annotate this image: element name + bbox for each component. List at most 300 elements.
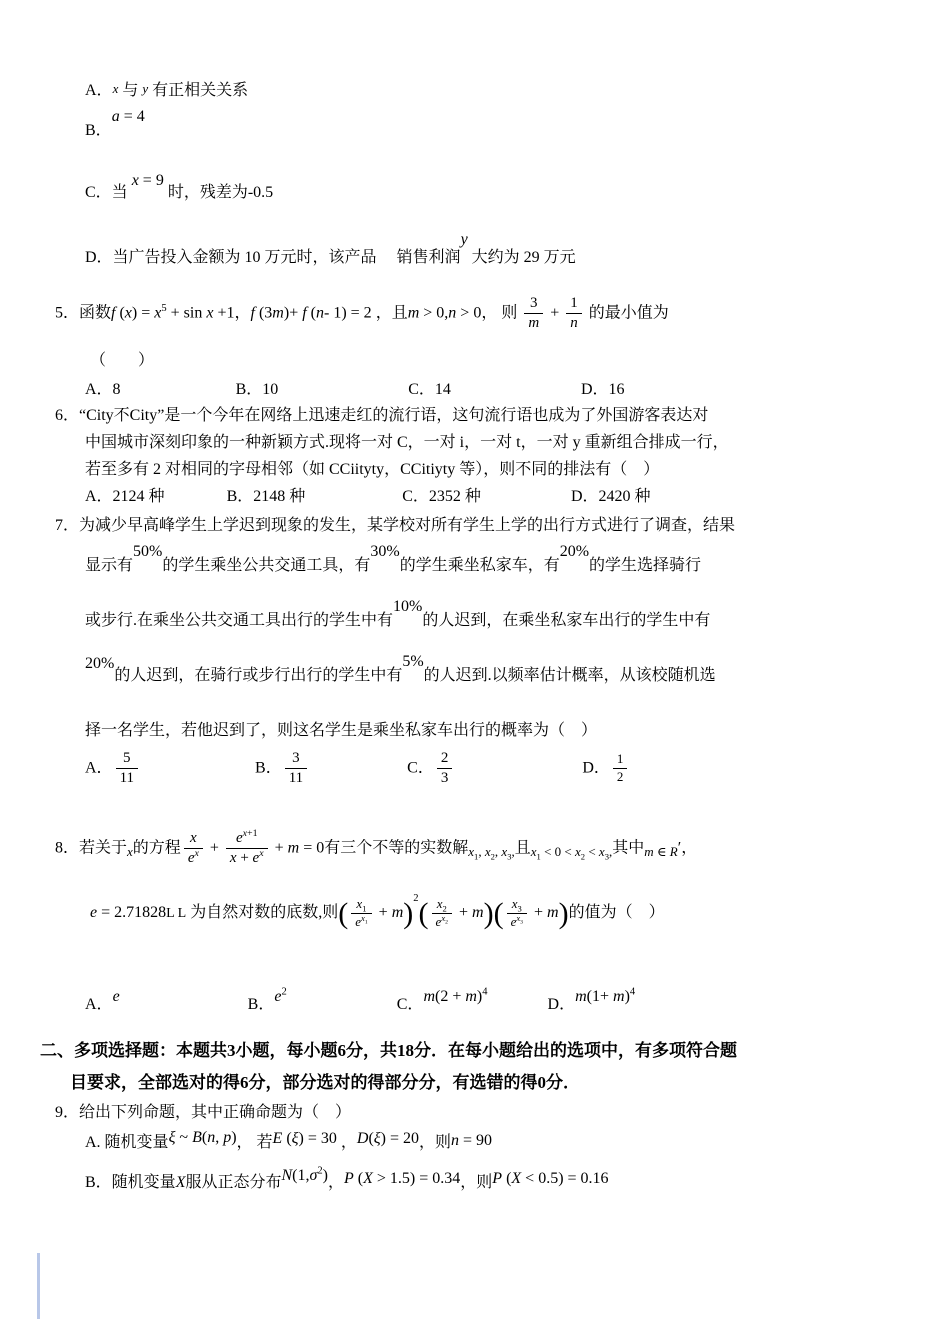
q8-stem-line-2: [90, 892, 665, 931]
text-run: A. 随机变量: [85, 1134, 169, 1151]
math-variable: σ: [309, 1167, 318, 1184]
text-run: 服从正态分布: [185, 1174, 282, 1191]
q9-option-a: [85, 1130, 492, 1155]
math-literal: > 1.5) = 0.34: [372, 1170, 461, 1187]
tab-gap: [310, 771, 407, 772]
text-run: 的人迟到，在乘坐私家车出行的学生中有: [422, 612, 711, 629]
fraction-numerator: [351, 897, 371, 914]
q4-option-c: [85, 172, 274, 205]
math-variable: e: [90, 904, 98, 922]
math-variable: m: [407, 304, 420, 322]
section-2-header-line-2: [70, 1070, 580, 1096]
q7-stem-line-4: [85, 653, 716, 688]
math-literal: 2: [445, 919, 448, 926]
text-run: 且: [514, 839, 531, 857]
text-run: 有正相关关系: [148, 82, 249, 99]
fraction: [437, 750, 453, 788]
math-literal: ): [403, 897, 414, 931]
subscript: [520, 919, 523, 925]
text-run: 有三个不等的实数解: [324, 839, 469, 857]
math-literal: ,: [215, 1129, 224, 1146]
superscript: [516, 912, 523, 926]
math-variable: m: [472, 904, 484, 922]
math-variable: e: [235, 830, 243, 846]
math-literal: ,: [478, 844, 485, 860]
math-variable: e: [274, 988, 282, 1005]
q8-options: [85, 986, 636, 1017]
text-run: 若至多有 2 对相同的字母相邻（如 CCiityty，CCitiyty 等），则不同的排法有（ ）: [85, 461, 660, 478]
fraction-denominator: [285, 769, 307, 787]
q6-options: [85, 484, 651, 509]
text-run: 中国城市深刻印象的一种新颖方式.现将一对 C，一对 i，一对 t，一对 y 重新组合排成一行，: [85, 434, 729, 451]
text-run: ，: [327, 1174, 344, 1191]
math-variable: x: [516, 912, 521, 923]
text-run: ， 若: [236, 1134, 273, 1151]
math-group: [468, 839, 514, 864]
text-run: 显示有: [85, 557, 134, 574]
text-run: D．: [582, 759, 610, 777]
math-variable: P: [492, 1170, 503, 1187]
text-run: B．: [247, 996, 275, 1013]
math-literal: 20%: [85, 655, 115, 672]
text-run: 的值为（ ）: [568, 904, 665, 922]
math-literal: 30%: [370, 543, 400, 560]
math-variable: m: [272, 304, 284, 322]
math-literal: 10%: [393, 598, 423, 615]
math-literal: 3: [440, 770, 449, 787]
tab-gap: [451, 393, 581, 394]
superscript: [259, 848, 263, 859]
q7-stem-line-5: [85, 718, 597, 743]
text-run: A．: [85, 82, 113, 99]
math-literal: 50%: [133, 543, 163, 560]
math-literal: +1: [247, 828, 258, 839]
q4-option-a: [85, 78, 248, 103]
math-group: [113, 984, 120, 1009]
math-literal: 3: [520, 919, 523, 926]
tab-gap: [481, 500, 571, 501]
math-variable: n: [451, 1132, 459, 1149]
math-literal: 3: [517, 903, 522, 914]
fraction: [613, 752, 628, 785]
math-literal: <: [585, 844, 599, 860]
math-variable: ξ: [291, 1130, 299, 1147]
math-literal: < 0.5) = 0.16: [521, 1170, 609, 1187]
math-group: [274, 984, 286, 1009]
math-variable: e: [187, 850, 195, 867]
math-literal: (: [282, 1130, 292, 1147]
math-literal: L L: [166, 906, 187, 922]
math-group: [531, 839, 613, 864]
math-literal: - 1) = 2: [324, 304, 372, 322]
math-variable: m: [423, 988, 435, 1005]
math-literal: 3: [292, 750, 300, 766]
math-variable: y: [142, 81, 149, 96]
math-literal: 11: [119, 770, 135, 787]
q7-stem-line-2: [85, 543, 702, 578]
math-literal: 20%: [559, 543, 590, 560]
math-literal: 2: [490, 852, 495, 863]
math-literal: = 4: [119, 108, 145, 125]
text-run: C．: [407, 759, 434, 777]
fraction-denominator: [566, 314, 582, 332]
math-literal: 2: [580, 852, 586, 863]
text-run: B．: [255, 759, 282, 777]
fraction: [507, 897, 527, 930]
superscript: [441, 912, 448, 926]
fraction-numerator: [226, 830, 268, 849]
tab-gap: [305, 500, 402, 501]
math-variable: x: [194, 848, 199, 860]
math-literal: ): [483, 897, 494, 931]
math-variable: e: [435, 913, 442, 929]
math-literal: 3: [604, 852, 609, 863]
math-literal: +: [270, 839, 288, 857]
math-literal: (: [502, 1170, 512, 1187]
math-variable: x: [154, 304, 162, 322]
math-variable: x: [124, 304, 132, 322]
text-run: ，则: [418, 1134, 451, 1151]
math-variable: x: [501, 844, 508, 860]
math-group: [575, 984, 635, 1009]
math-variable: m: [644, 844, 654, 860]
math-variable: n: [448, 304, 457, 322]
math-literal: 1: [616, 751, 624, 767]
fraction-numerator: [507, 897, 527, 914]
text-run: 的最小值为: [584, 304, 669, 322]
math-literal: (1,: [292, 1167, 310, 1184]
fraction-numerator: [566, 295, 582, 314]
text-run: C．: [396, 996, 424, 1013]
math-literal: (3: [254, 304, 273, 322]
text-run: 的学生选择骑行: [589, 557, 702, 574]
math-variable: m: [547, 904, 559, 922]
math-literal: 2: [440, 750, 449, 766]
fraction-denominator: [184, 849, 203, 867]
text-run: 或步行.在乘坐公共交通工具出行的学生中有: [85, 612, 394, 629]
fraction: [566, 295, 582, 333]
text-run: 的人迟到，在骑行或步行出行的学生中有: [114, 667, 403, 684]
math-literal: (: [493, 897, 504, 931]
math-literal: (: [115, 304, 125, 322]
superscript: [482, 987, 487, 998]
math-variable: m: [465, 988, 477, 1005]
math-literal: 1: [570, 295, 578, 311]
superscript: [413, 893, 418, 904]
math-variable: n: [207, 1129, 216, 1146]
math-literal: ,: [494, 844, 502, 860]
math-literal: 1: [362, 903, 367, 914]
math-group: [492, 1166, 608, 1191]
fraction-denominator: [507, 914, 527, 930]
q9-option-b: [85, 1165, 609, 1195]
text-run: 择一名学生，若他迟到了，则这名学生是乘坐私家车出行的概率为（ ）: [85, 722, 598, 739]
math-literal: 4: [629, 986, 636, 998]
subscript: [445, 919, 448, 925]
text-run: 与: [118, 82, 143, 99]
math-group: [644, 839, 677, 864]
math-literal: +: [529, 904, 548, 922]
tab-gap: [455, 771, 582, 772]
fraction: [432, 897, 452, 930]
math-literal: ,: [511, 844, 515, 860]
text-run: 5．函数: [55, 304, 112, 322]
math-literal: 4: [482, 986, 488, 998]
q7-stem-line-3: [85, 598, 711, 633]
math-variable: x: [575, 844, 581, 860]
math-literal: +: [546, 304, 564, 322]
text-run: 为自然对数的底数,则: [186, 904, 339, 922]
text-run: A．8: [85, 381, 121, 398]
math-variable: x: [242, 828, 248, 839]
math-literal: (: [368, 1130, 374, 1147]
math-literal: < 0 <: [540, 844, 575, 860]
text-run: 其中: [612, 839, 645, 857]
text-run: 9．给出下列命题，其中正确命题为（ ）: [55, 1104, 352, 1121]
fraction-denominator: [351, 914, 371, 930]
text-run: A．: [85, 996, 113, 1013]
text-run: 7．为减少早高峰学生上学迟到现象的发生，某学校对所有学生上学的出行方式进行了调查，结果: [55, 517, 736, 534]
fraction: [226, 830, 268, 868]
q6-stem-line-3: [85, 457, 659, 482]
math-variable: e: [112, 988, 120, 1005]
text-run: A．2124 种: [85, 488, 165, 505]
math-literal: 2: [442, 903, 447, 914]
math-literal: ): [624, 988, 630, 1005]
superscript: [361, 912, 368, 926]
text-run: 的方程: [132, 839, 181, 857]
math-variable: X: [175, 1174, 186, 1191]
tab-gap: [120, 1008, 248, 1009]
text-run: ，且: [371, 304, 408, 322]
math-variable: x: [190, 830, 197, 846]
math-literal: (: [418, 897, 429, 931]
math-variable: R: [669, 844, 678, 860]
text-run: ， 则: [481, 304, 522, 322]
text-run: 目要求，全部选对的得6分，部分选对的得部分分，有选错的得0分．: [70, 1073, 580, 1092]
text-run: D．16: [580, 381, 625, 398]
fraction-numerator: [285, 750, 307, 769]
text-run: 时，残差为-0.5: [163, 184, 274, 201]
tab-gap: [287, 1008, 397, 1009]
text-run: B．随机变量: [85, 1174, 176, 1191]
math-literal: + sin: [166, 304, 207, 322]
fraction-denominator: [116, 769, 138, 787]
q7-stem-line-1: [55, 513, 735, 538]
math-literal: > 0,: [419, 304, 449, 322]
text-run: D．当广告投入金额为 10 万元时，该产品 销售利润: [85, 249, 461, 266]
math-literal: 2: [616, 769, 624, 785]
math-variable: m: [528, 315, 540, 332]
superscript: [194, 848, 198, 859]
math-variable: m: [287, 839, 300, 857]
fraction: [285, 750, 307, 788]
math-variable: x: [484, 844, 491, 860]
math-literal: 1: [474, 852, 479, 863]
section-2-header-line-1: [40, 1038, 737, 1064]
text-run: C．14: [408, 381, 451, 398]
math-variable: m: [575, 988, 587, 1005]
math-literal: = 0: [299, 839, 325, 857]
math-literal: ) = 30: [298, 1130, 337, 1147]
superscript: [243, 828, 258, 839]
math-literal: +: [236, 850, 253, 867]
q5-options: [85, 377, 625, 402]
math-literal: (: [306, 304, 316, 322]
math-literal: 1: [536, 852, 541, 863]
math-literal: (: [201, 1129, 208, 1146]
text-run: D．2420 种: [570, 488, 651, 505]
text-run: 二、多项选择题：本题共3小题，每小题6分，共18分．在每小题给出的选项中，有多项符合题: [40, 1041, 737, 1060]
math-variable: n: [316, 304, 324, 322]
q4-option-d: [85, 231, 576, 270]
math-variable: D: [356, 1130, 369, 1147]
math-variable: e: [355, 913, 362, 929]
math-literal: +: [454, 904, 472, 922]
math-variable: x: [441, 912, 446, 923]
fraction-numerator: [437, 750, 453, 769]
math-literal: 5%: [402, 653, 424, 670]
math-literal: 11: [288, 770, 304, 787]
math-variable: x: [206, 304, 214, 322]
fraction: [524, 295, 543, 333]
tab-gap: [141, 771, 255, 772]
fraction-numerator: [432, 897, 452, 914]
fraction-numerator: [524, 295, 543, 314]
math-literal: +: [205, 839, 223, 857]
text-run: B．: [85, 122, 112, 139]
math-variable: f: [250, 304, 255, 322]
text-run: 大约为 29 万元: [467, 249, 576, 266]
fraction: [116, 750, 138, 788]
fraction-denominator: [432, 914, 452, 930]
math-variable: x: [361, 912, 365, 923]
text-run: ，: [336, 1134, 357, 1151]
math-literal: = 2.71828: [97, 904, 167, 922]
math-literal: (2 +: [435, 988, 466, 1005]
text-run: 8．若关于: [55, 839, 128, 857]
fraction: [184, 830, 203, 868]
fraction-numerator: [184, 830, 203, 849]
math-variable: y: [460, 231, 468, 248]
left-margin-artifact: [37, 1253, 40, 1319]
q9-stem: [55, 1100, 351, 1125]
fraction-denominator: [226, 849, 268, 867]
math-literal: ,: [609, 844, 613, 860]
tab-gap: [488, 1008, 548, 1009]
text-run: B．10: [235, 381, 279, 398]
text-run: ′，: [677, 839, 698, 857]
math-group: [281, 1163, 328, 1188]
math-variable: P: [344, 1170, 354, 1187]
math-variable: x: [229, 850, 237, 867]
math-literal: 3: [507, 852, 512, 863]
math-variable: a: [111, 108, 120, 125]
math-literal: ) = 20: [380, 1130, 419, 1147]
text-run: 的学生乘坐公共交通工具，有: [162, 557, 371, 574]
q4-option-b: [85, 108, 145, 143]
math-variable: X: [363, 1170, 373, 1187]
math-literal: (: [353, 1170, 364, 1187]
fraction: [351, 897, 371, 930]
math-literal: 5: [123, 750, 131, 766]
math-variable: x: [436, 896, 443, 911]
math-literal: +: [374, 904, 392, 922]
text-run: （ ）: [90, 352, 155, 369]
math-variable: x: [131, 172, 139, 189]
fraction-denominator: [613, 769, 628, 785]
text-run: ，则: [460, 1174, 493, 1191]
superscript: [630, 987, 635, 998]
text-run: C．当: [85, 184, 132, 201]
math-variable: f: [302, 304, 307, 322]
q5-stem: [55, 295, 669, 333]
math-literal: 5: [161, 303, 167, 315]
tab-gap: [121, 393, 236, 394]
math-variable: ξ: [168, 1129, 176, 1146]
math-literal: ): [476, 988, 483, 1005]
math-variable: x: [356, 896, 363, 911]
fraction-numerator: [116, 750, 138, 769]
q8-stem-line-1: [55, 830, 697, 868]
math-literal: ): [558, 897, 569, 931]
math-variable: e: [510, 913, 517, 929]
math-variable: x: [530, 844, 537, 860]
fraction-numerator: [613, 752, 628, 769]
fraction-denominator: [437, 769, 453, 787]
tab-gap: [278, 393, 408, 394]
math-literal: )+: [283, 304, 303, 322]
math-group: [273, 1126, 337, 1151]
text-run: 的学生乘坐私家车，有: [399, 557, 560, 574]
text-run: ，: [234, 304, 251, 322]
math-literal: 3: [530, 295, 538, 311]
fraction-denominator: [524, 314, 543, 332]
text-run: 的人迟到.以频率估计概率，从该校随机选: [423, 667, 716, 684]
math-literal: = 90: [459, 1132, 493, 1149]
math-variable: n: [570, 315, 578, 332]
tab-gap: [165, 500, 227, 501]
q7-options: [85, 750, 630, 788]
math-variable: X: [511, 1170, 522, 1187]
math-literal: (: [338, 897, 349, 931]
q6-stem-line-2: [85, 430, 729, 455]
math-variable: N: [281, 1167, 293, 1184]
math-variable: x: [598, 844, 605, 860]
text-run: A．: [85, 759, 113, 777]
math-variable: E: [272, 1130, 283, 1147]
math-variable: x: [112, 81, 119, 96]
math-variable: B: [192, 1129, 202, 1146]
text-run: B．2148 种: [226, 488, 306, 505]
math-variable: x: [468, 844, 475, 860]
math-group: [357, 1126, 419, 1151]
math-variable: p: [223, 1129, 232, 1146]
math-literal: ): [231, 1129, 237, 1146]
math-variable: ξ: [373, 1130, 381, 1147]
subscript: [365, 919, 368, 925]
math-literal: > 0: [456, 304, 482, 322]
math-literal: = 9: [138, 172, 164, 189]
math-literal: ) =: [131, 304, 155, 322]
math-variable: m: [391, 904, 404, 922]
math-variable: f: [111, 304, 116, 322]
math-literal: 2: [413, 892, 419, 904]
math-literal: (1+: [586, 988, 614, 1005]
math-group: [451, 1128, 492, 1153]
math-variable: x: [127, 844, 133, 860]
math-variable: x: [511, 896, 518, 911]
